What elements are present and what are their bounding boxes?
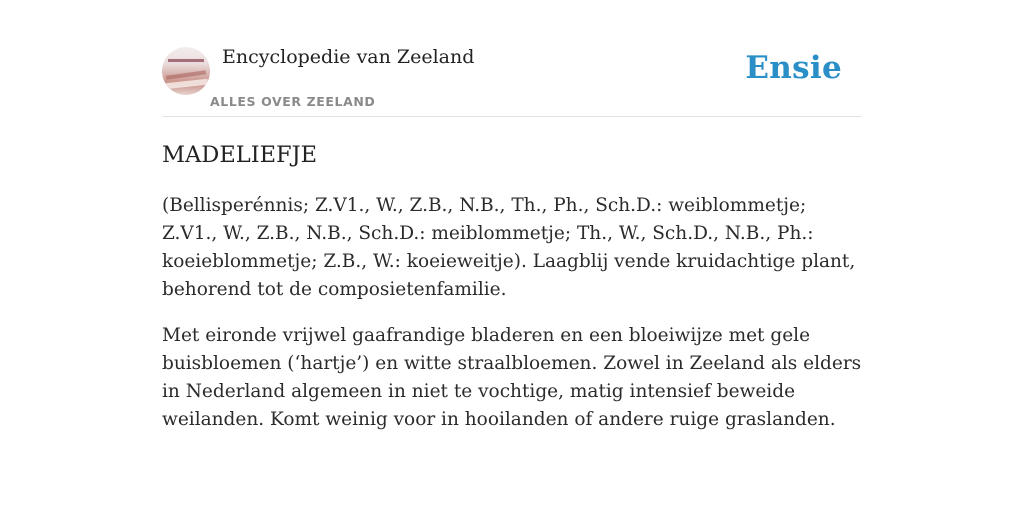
entry-paragraph: Met eironde vrijwel gaafrandige bladeren en een bloeiwijze met gele buisbloemen (‘hartje’) en witte straalbloemen. Zowel in Zeeland als elders in Nederland algemeen in niet te vochtige, matig intensief beweide weilanden. Komt weinig voor in hooilanden of andere ruige graslanden. <box>162 325 862 430</box>
site-header <box>162 44 862 117</box>
site-title[interactable]: Encyclopedie van Zeeland <box>222 46 475 68</box>
book-thumbnail-icon[interactable] <box>162 47 210 95</box>
entry-paragraph: (Bellisperénnis; Z.V1., W., Z.B., N.B., Th., Ph., Sch.D.: weiblommetje; Z.V1., W., Z.B., N.B., Sch.D.: meiblommetje; Th., W., Sch.D., N.B., Ph.: koeieblommetje; Z.B., W.: koeieweitje). Laagblij vende kruidachtige plant, behorend tot de composietenfamilie. <box>162 195 856 300</box>
brand-logo[interactable]: Ensie <box>745 50 842 86</box>
site-subtitle: ALLES OVER ZEELAND <box>210 94 376 109</box>
entry-content <box>162 138 862 452</box>
entry-title: MADELIEFJE <box>162 142 318 168</box>
